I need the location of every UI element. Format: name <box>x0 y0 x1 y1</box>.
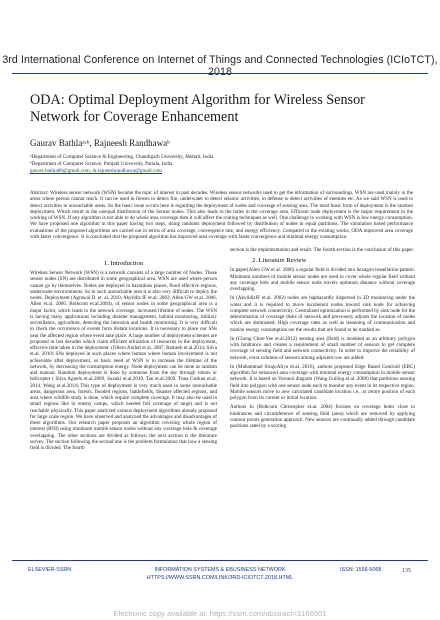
literature-paragraph: In paper(Allen GW et al. 2006) a regular field is divided into hexagon tessellation pattern. Minimum numbers of mobile sensor nodes are used to cover whole regular field without any coverage hole and mobile sensor node travels optimum distance without coverage overlapping. <box>230 267 415 292</box>
page-number: 135 <box>402 568 411 574</box>
introduction-paragraph: Wireless Sensor Network (WSN) is a network consists of a large number of Nodes. These sensor nodes (SN) are distributed in some geographical area. WSN are used where person cannot go by themselves. Nodes are deployed in hazardous places, flood effective regions, underwater environments. So in such unreachable area it is also very difficult to deploy the nodes. Deployment (Agrawal D. et. al. 2010, Akyildiz IF et.al. 2002, Allen GW et.al. 2006, Allen et.al. 2006, Bolkcom et.al.2004), of sensor nodes in some geographical area is a major factor, which leads to the network coverage, increased lifetime of nodes. The WSN is having many applications including disaster management, habitat monitoring, military surveillance, agriculture, detecting the intrusion and health monitoring. It is very difficult to check the occurrence of events form distant locations. It is necessary to place our SNs near the affected region where event take place. A large number of deployment schemes are proposed in last decades which claim efficient utilization of resources in the deployment, effective time taken in the deployment. (Ollero Anibal et al. 2007, Ramesh et.al.2014, Silva et.al. 2010) SNs deployed in such places where human where human involvement is not achievable after deployment, so basic need of WSN is to increase the lifetime of the network, by decreasing the consumption energy. Node deployment can be done as random and manual. Random deployment is done by someone from the sky through robots or helicopter ( Silva Agnelo et.al.2009, Suzuki et.al.2010, Tan et.al.2009, Tuna Gurkan et.al. 2014, Wang et.al.2014) This type of deployment is very much used in some unreachable areas, dangerous area, forests, flooded regions, battlefields, disaster affected regions, and area where wildlife study is done, which require complete coverage. It may also be used in small regions like in enemy camps, which needed full coverage of target and is not reachable physically. This paper analyzed various deployment algorithms already proposed for large scale region. We have observed and analyzed the advantages and disadvantages of these algorithms. Our research paper proposes an algorithm covering whole region of interest (ROI) using minimum mobile sensor nodes without any coverage hole & coverage overlapping. The other sections are divided as follows; the next section is the literature survey. The section following the second one is the problem formulation that how a sensing field is divided. The fourth <box>30 270 217 451</box>
affiliation-b: ᵇDepartment of Computer Science, Punjabi University, Patiala, India <box>30 161 173 167</box>
left-column <box>30 259 217 454</box>
author-list: Gaurav Bathlaᵃʴᵇ, Rajneesh Randhawaᵇ <box>30 138 170 148</box>
footer-network-name: INFORMATION SYSTEMS & EBUSINESS NETWORK <box>154 567 286 573</box>
literature-paragraph: In (AkyildizIF et.al. 2002) nodes are haphazardly dispersed in 3D monitoring under the water and it is required to move incoherent nodes toward sink node for achieving complete network connectivity. Centralized optimization is performed by sink node for the determination of coverage disks of network and previously adjusts the location of nodes which are dominated. High coverage rates as well as lessening of communication and motion energy consumption are the results that are found to be marked as. <box>230 295 415 333</box>
footer-rule <box>12 560 428 561</box>
conference-header: 3rd International Conference on Internet of Things and Connected Technologies (ICIoTCT), 2018 <box>2 54 438 78</box>
literature-paragraph: In (Chong Chee-Yee et.al.2012) sensing area (field) is modeled as an arbitrary polygon with hindrance and creates a requirement of small number of sensors to get complete coverage of sensing field and network connectivity. In order to improve the reliability of network, extra columns of sensors among adjacent row are added. <box>230 335 415 361</box>
introduction-continued-paragraph: section is the implementation and result. The fourth section is the conclusion of this paper. <box>230 247 415 253</box>
paper-title: ODA: Optimal Deployment Algorithm for Wireless Sensor Network for Coverage Enhancement <box>30 92 365 125</box>
section-heading-literature-review: 2. Literature Review <box>252 257 307 265</box>
author-emails-link[interactable]: gaurav.bathla86@gmail.com, dr.rajneeshrandhawa@gmail.com <box>30 168 162 174</box>
abstract-text: Abstract: Wireless sensor network (WSN) became the topic of interest in past decades. Wireless sensor networks used to get the information of surroundings. WSN are used mainly in the areas where person cannot reach. It can be used in forests to detect fire, underwater to detect seismic activities, in defense to detect activities of enemies etc. As we said WSN is used to detect activities in unreachable areas. So the basic issue occurs here is regarding the deployment of nodes and coverage of sensing area. The most basic form of deployment is the random deployment. Which result in the unequal distribution of the Sensor nodes. This also leads to the holes in the coverage area. Efficient node deployment is the major requirement in the working of WSN. If any algorithm is not able to do whole area coverage then it will affect the routing techniques as well. One challenge in working with WSN is low energy consumption. We have proposed one algorithm in this paper having two steps, doing randoms deployment followed by distribution of nodes in equal partitions. The simulation based performance evaluations of the proposed algorithms are carried out in terms of area coverage, convergence rate, and energy efficiency. Compared to the existing works, ODA improved area coverage with faster convergence. It is concluded that the proposed algorithm has improved area coverage with faster convergence and minimal energy consumption. <box>30 190 413 240</box>
literature-paragraph: Authors In (Bolkcom Christopher et.al. 2004) focuses on coverage holes close to hindrances and circumference of sensing field (area) which are removed by applying contour points generation approach. New sensors are continually added through candidate positions rated by a scoring <box>230 404 415 429</box>
section-heading-introduction: 1. Introduction <box>103 260 144 267</box>
ssrn-watermark: Electronic copy available at: https://ssrn.com/abstract=3166501 <box>113 609 327 618</box>
affiliation-a: ᵃDepartment of Computer Science & Engineering, Chandigarh University, Mohali, India <box>30 154 214 160</box>
right-column <box>230 247 415 432</box>
footer-publisher: ELSEVIER-SSRN <box>28 567 72 573</box>
footer-issn: ISSN: 1556-5068 <box>340 567 382 573</box>
literature-paragraph: In (Muhammad SirajoAliyu et.al. 2016), authors proposed Edge Based Centroid (EBC) algorithm for enhanced area coverage with minimal energy consumption in mobile sensor network. It is based on Voronoi diagram (Wang Guiling et.al. 2008) that partitions sensing field into polygon with one sensor node each to monitor any event in its respective region. Mobile sensors move to new calculated candidate location i.e., at centre position of each polygon from its current or initial location. <box>230 363 415 401</box>
footer-network-link[interactable]: HTTPS://WWW.SSRN.COM/LINK/3RD-ICIOTCT-2018.HTML <box>146 574 294 581</box>
header-rule <box>12 73 428 74</box>
footer-network <box>125 567 315 582</box>
